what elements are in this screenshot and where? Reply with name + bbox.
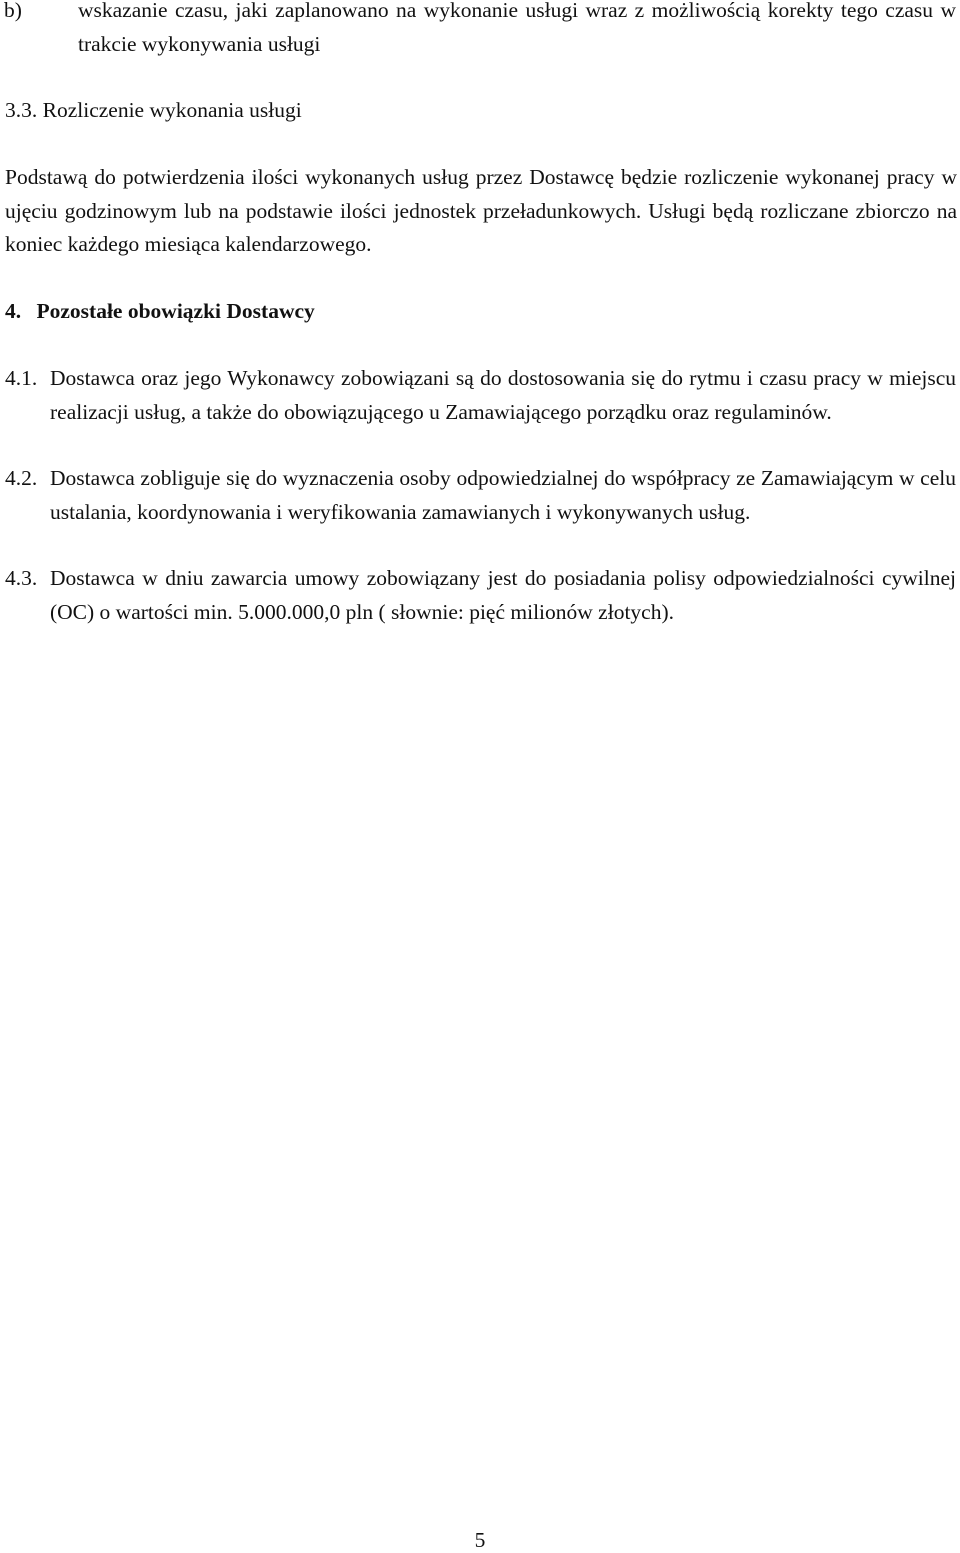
item-text: Dostawca zobliguje się do wyznaczenia osoby odpowiedzialnej do współpracy ze Zamawiającym w celu ustalania, koordynowania i weryfikowania zamawianych i wykonywanych usług. bbox=[50, 466, 956, 524]
list-item-text: wskazanie czasu, jaki zaplanowano na wykonanie usługi wraz z możliwością korekty tego czasu w trakcie wykonywania usługi bbox=[78, 0, 956, 56]
paragraph-settlement bbox=[5, 161, 957, 262]
section-heading-text: 3.3. Rozliczenie wykonania usługi bbox=[5, 98, 302, 122]
list-item-b bbox=[4, 0, 956, 61]
page-number: 5 bbox=[474, 1528, 486, 1552]
numbered-item-4-2 bbox=[5, 462, 956, 529]
list-marker: b) bbox=[4, 0, 22, 22]
item-number: 4.2. bbox=[5, 466, 38, 490]
section-title: Pozostałe obowiązki Dostawcy bbox=[36, 299, 315, 323]
section-heading-3-3 bbox=[5, 94, 905, 128]
section-number: 4. bbox=[5, 299, 22, 323]
item-text: Dostawca w dniu zawarcia umowy zobowiązany jest do posiadania polisy odpowiedzialności cywilnej (OC) o wartości min. 5.000.000,0 pln ( słownie: pięć milionów złotych). bbox=[50, 566, 956, 624]
section-heading-4 bbox=[5, 295, 905, 329]
item-number: 4.1. bbox=[5, 366, 38, 390]
item-number: 4.3. bbox=[5, 566, 38, 590]
paragraph-text: Podstawą do potwierdzenia ilości wykonanych usług przez Dostawcę będzie rozliczenie wykonanej pracy w ujęciu godzinowym lub na podstawie ilości jednostek przeładunkowych. Usługi będą rozliczane zbiorczo na koniec każdego miesiąca kalendarzowego. bbox=[5, 165, 957, 256]
numbered-item-4-3 bbox=[5, 562, 956, 629]
numbered-item-4-1 bbox=[5, 362, 956, 429]
item-text: Dostawca oraz jego Wykonawcy zobowiązani są do dostosowania się do rytmu i czasu pracy w miejscu realizacji usług, a także do obowiązującego u Zamawiającego porządku oraz regulaminów. bbox=[50, 366, 956, 424]
